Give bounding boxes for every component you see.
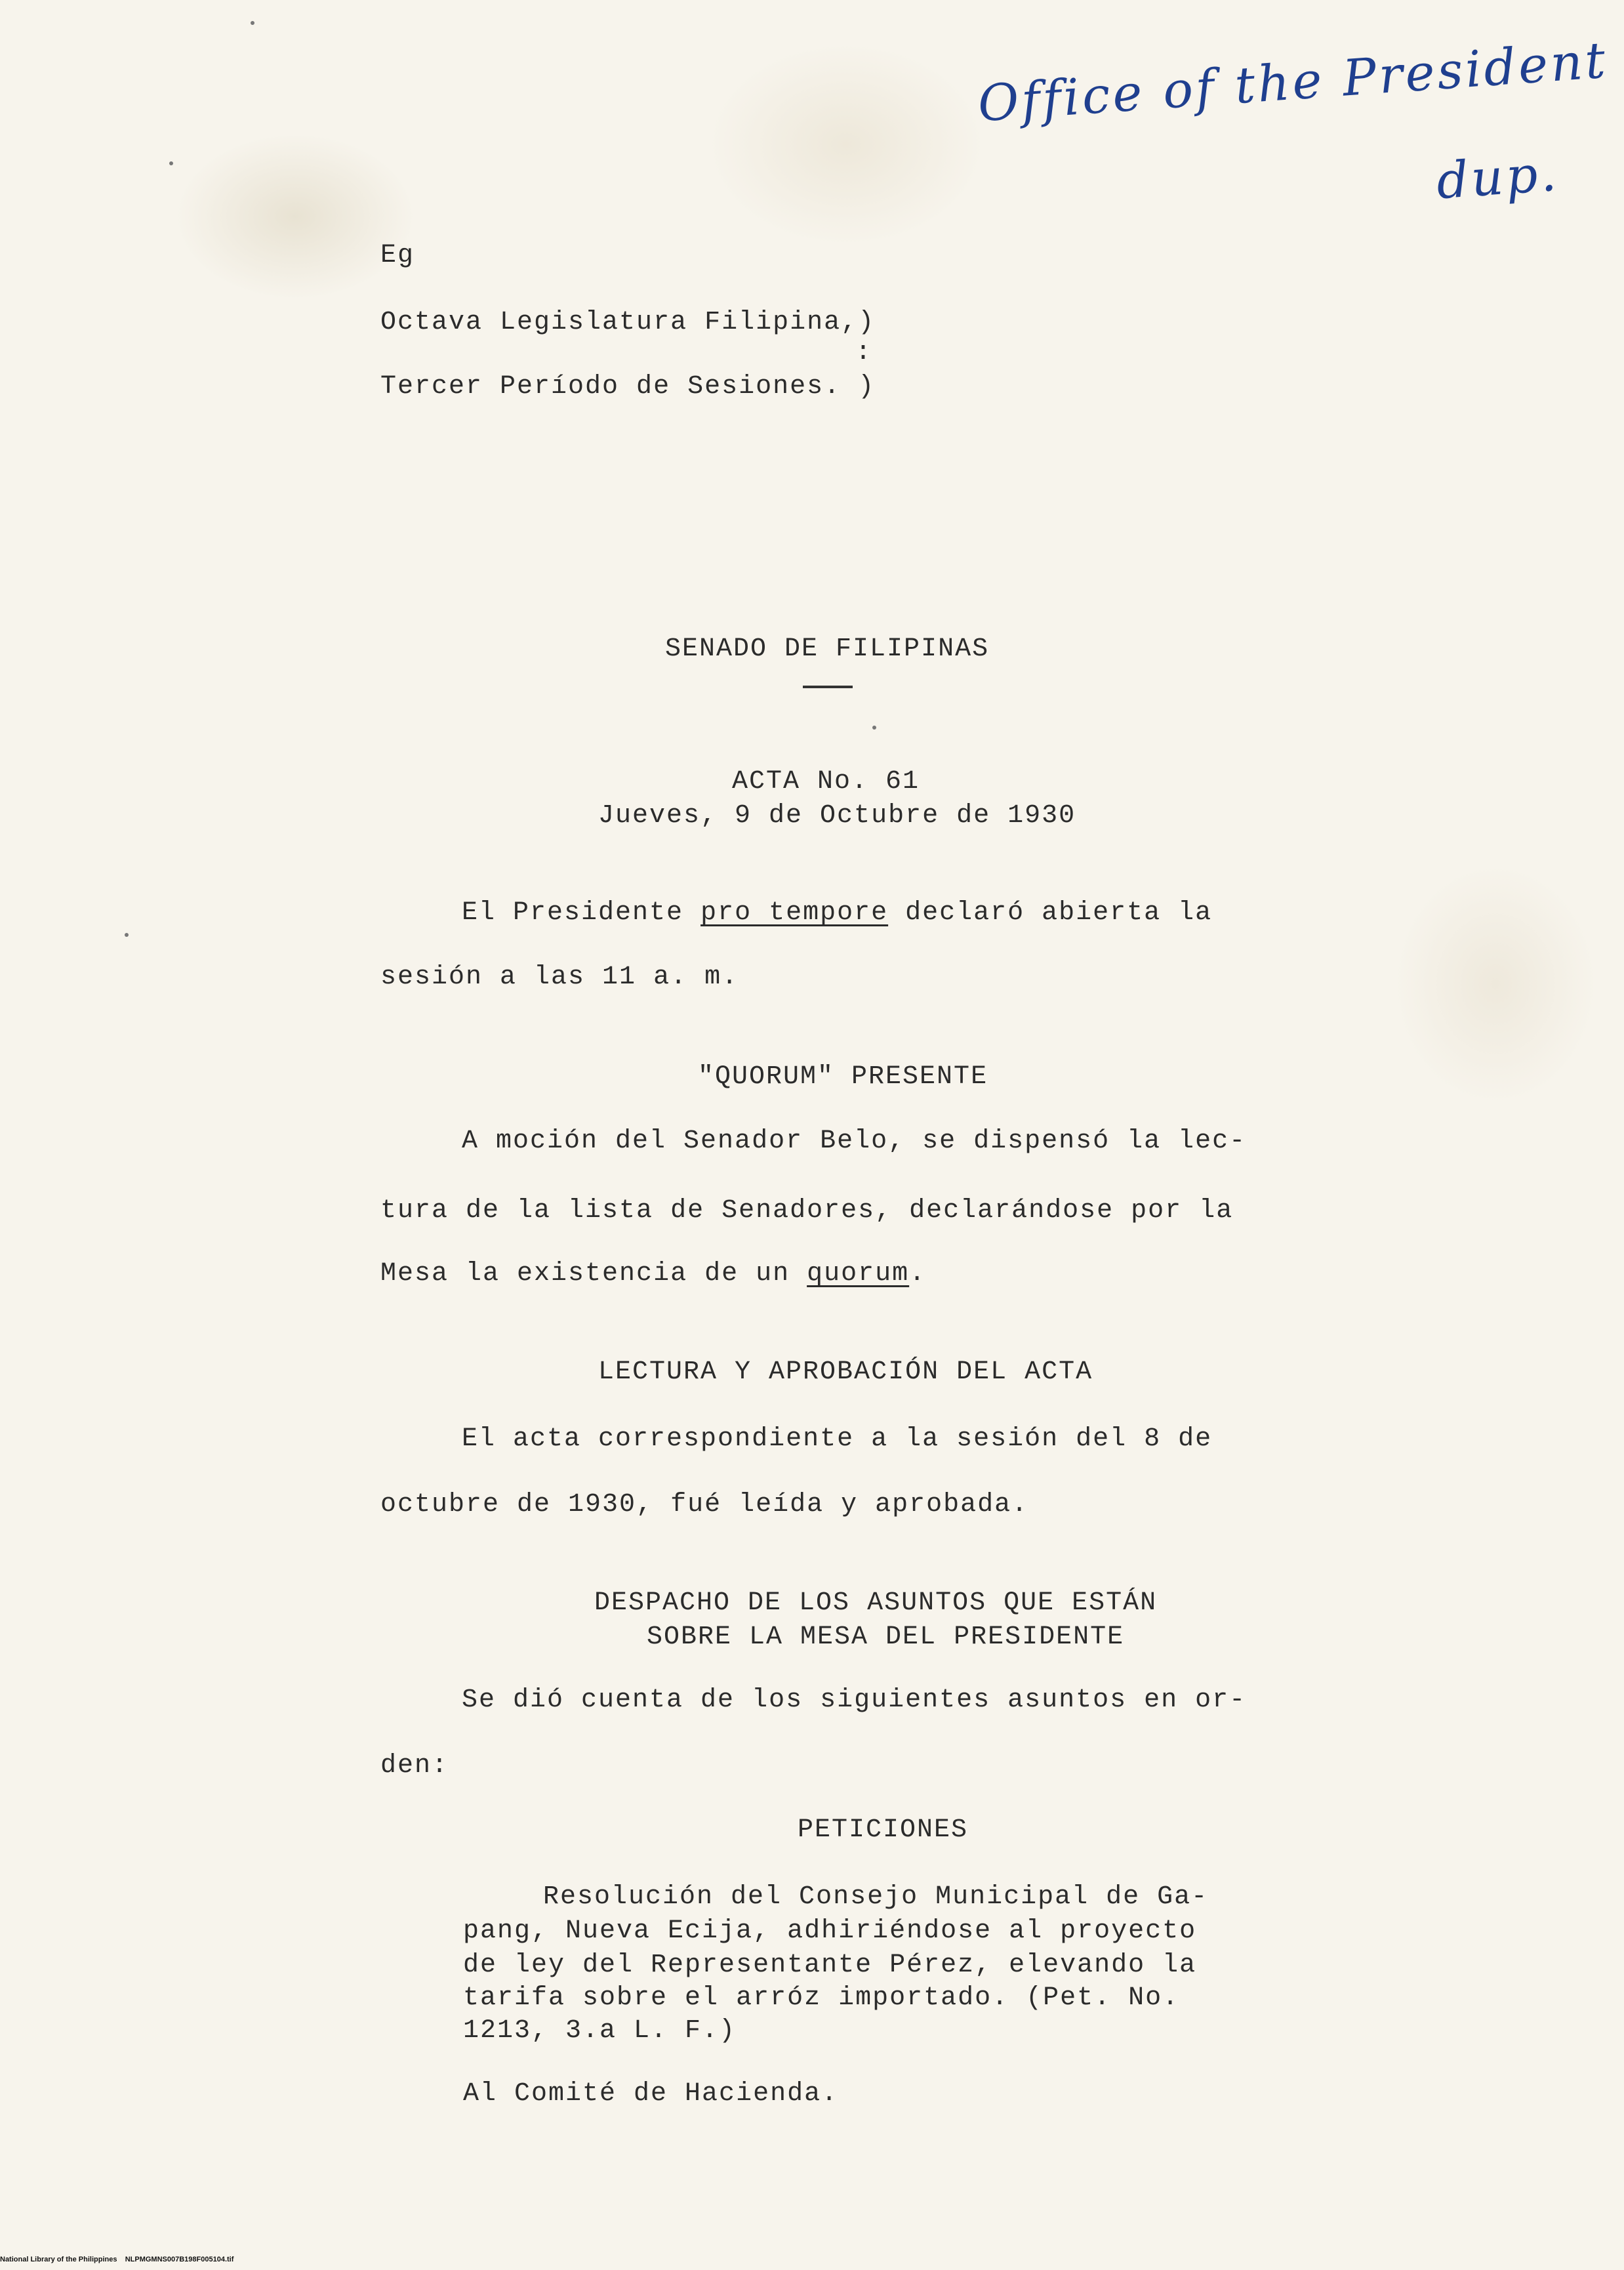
petition-line: tarifa sobre el arróz importado. (Pet. No.: [463, 1983, 1180, 2013]
document-title: SENADO DE FILIPINAS: [665, 634, 990, 664]
bracket-colon: :: [855, 338, 873, 367]
petition-line: Resolución del Consejo Municipal de Ga-: [543, 1882, 1209, 1912]
paper-speck: [251, 21, 254, 25]
opening-text: El Presidente: [462, 898, 701, 928]
lectura-paragraph-line: octubre de 1930, fué leída y aprobada.: [380, 1490, 1029, 1519]
section-heading-peticiones: PETICIONES: [798, 1815, 969, 1845]
library-credit: National Library of the Philippines: [0, 2256, 117, 2263]
opening-paragraph-line: sesión a las 11 a. m.: [380, 962, 739, 992]
handwritten-note-line2: dup.: [1434, 143, 1561, 211]
scan-filename: NLPMGMNS007B198F005104.tif: [125, 2256, 234, 2263]
quorum-text: Mesa la existencia de un: [380, 1259, 807, 1289]
petition-line: 1213, 3.a L. F.): [463, 2016, 737, 2046]
petition-line: pang, Nueva Ecija, adhiriéndose al proyecto: [463, 1916, 1197, 1946]
opening-paragraph-line: [462, 898, 1212, 929]
quorum-paragraph-line: A moción del Senador Belo, se dispensó la lec-: [462, 1126, 1247, 1156]
handwritten-note-line1: Office of the President: [976, 30, 1610, 133]
acta-number: ACTA No. 61: [732, 767, 920, 796]
despacho-paragraph-line: den:: [380, 1751, 449, 1781]
section-heading-lectura: LECTURA Y APROBACIÓN DEL ACTA: [598, 1357, 1093, 1387]
opening-text: declaró abierta la: [888, 898, 1213, 928]
section-heading-quorum: "QUORUM" PRESENTE: [698, 1062, 988, 1092]
section-heading-despacho: DESPACHO DE LOS ASUNTOS QUE ESTÁN: [594, 1588, 1158, 1618]
latin-phrase: pro tempore: [700, 898, 889, 928]
quorum-paragraph-line: tura de la lista de Senadores, declarándose por la: [380, 1196, 1234, 1226]
title-underline-dash: [803, 686, 853, 688]
acta-date: Jueves, 9 de Octubre de 1930: [598, 801, 1076, 831]
quorum-paragraph-line: [380, 1258, 926, 1290]
latin-word-quorum: quorum: [807, 1259, 910, 1289]
paper-speck: [169, 161, 173, 165]
paper-speck: [872, 726, 876, 730]
lectura-paragraph-line: El acta correspondiente a la sesión del 8 de: [462, 1424, 1213, 1454]
despacho-paragraph-line: Se dió cuenta de los siguientes asuntos en or-: [462, 1685, 1247, 1715]
legislature-line: Octava Legislatura Filipina,): [380, 308, 876, 337]
petition-line: de ley del Representante Pérez, elevando la: [463, 1950, 1197, 1980]
paper-speck: [125, 933, 129, 937]
typist-initials: Eg: [380, 241, 415, 270]
petition-referral: Al Comité de Hacienda.: [463, 2079, 839, 2109]
session-period-line: Tercer Período de Sesiones. ): [380, 372, 876, 402]
section-heading-despacho: SOBRE LA MESA DEL PRESIDENTE: [647, 1622, 1125, 1652]
quorum-text: .: [909, 1259, 927, 1289]
scan-footer: [0, 2256, 233, 2263]
